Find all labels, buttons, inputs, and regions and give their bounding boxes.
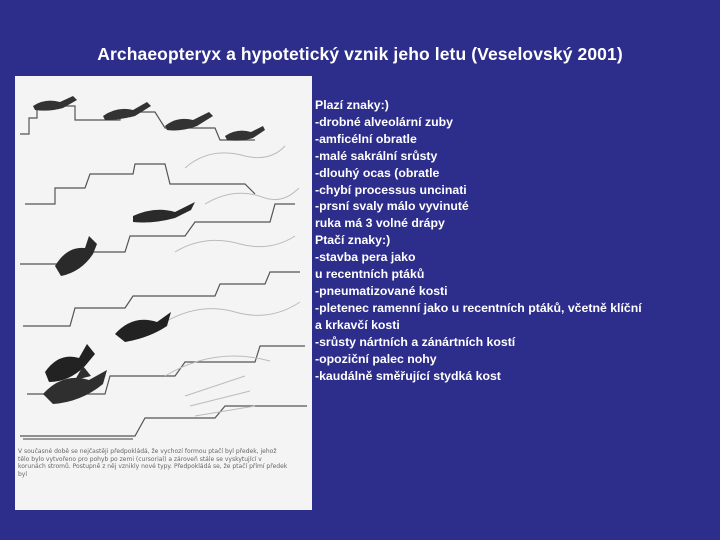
figure-caption: V současné době se nejčastěji předpokládá, že vychozí formou ptačí byl předek, jehož tělo bylo vytvořeno pro pohyb po zemi (cursorial) a zároveň stále se vyskytující v korunách stromů. Postupně z něj vznikly nové typy. Předpokládá se, že ptačí přímí předek byl — [18, 448, 288, 478]
trait-line: -pletenec ramenní jako u recentních ptáků, včetně klíční — [315, 300, 642, 315]
trait-line: Plazí znaky:) — [315, 98, 389, 112]
trait-line: -pneumatizované kosti — [315, 283, 448, 298]
evolution-figure — [15, 76, 312, 510]
trait-line: ruka má 3 volné drápy — [315, 216, 445, 231]
trait-line: u recentních ptáků — [315, 267, 425, 282]
trait-line: -dlouhý ocas (obratle — [315, 165, 440, 180]
trait-line: Ptačí znaky:) — [315, 233, 391, 248]
trait-line: -opoziční palec nohy — [315, 351, 437, 366]
trait-line: -stavba pera jako — [315, 250, 416, 265]
trait-line: -malé sakrální srůsty — [315, 148, 438, 163]
trait-list — [315, 97, 715, 384]
trait-line: -chybí processus uncinati — [315, 182, 467, 197]
trait-line: a krkavčí kosti — [315, 317, 400, 332]
evolution-of-flight-illustration-icon — [15, 76, 312, 510]
trait-line: -kaudálně směřující stydká kost — [315, 368, 501, 383]
slide-title: Archaeopteryx a hypotetický vznik jeho letu (Veselovský 2001) — [97, 44, 623, 64]
trait-line: -srůsty nártních a zánártních kostí — [315, 334, 516, 349]
trait-line: -amficélní obratle — [315, 131, 417, 146]
trait-line: -prsní svaly málo vyvinuté — [315, 199, 469, 214]
trait-line: -drobné alveolární zuby — [315, 114, 454, 129]
